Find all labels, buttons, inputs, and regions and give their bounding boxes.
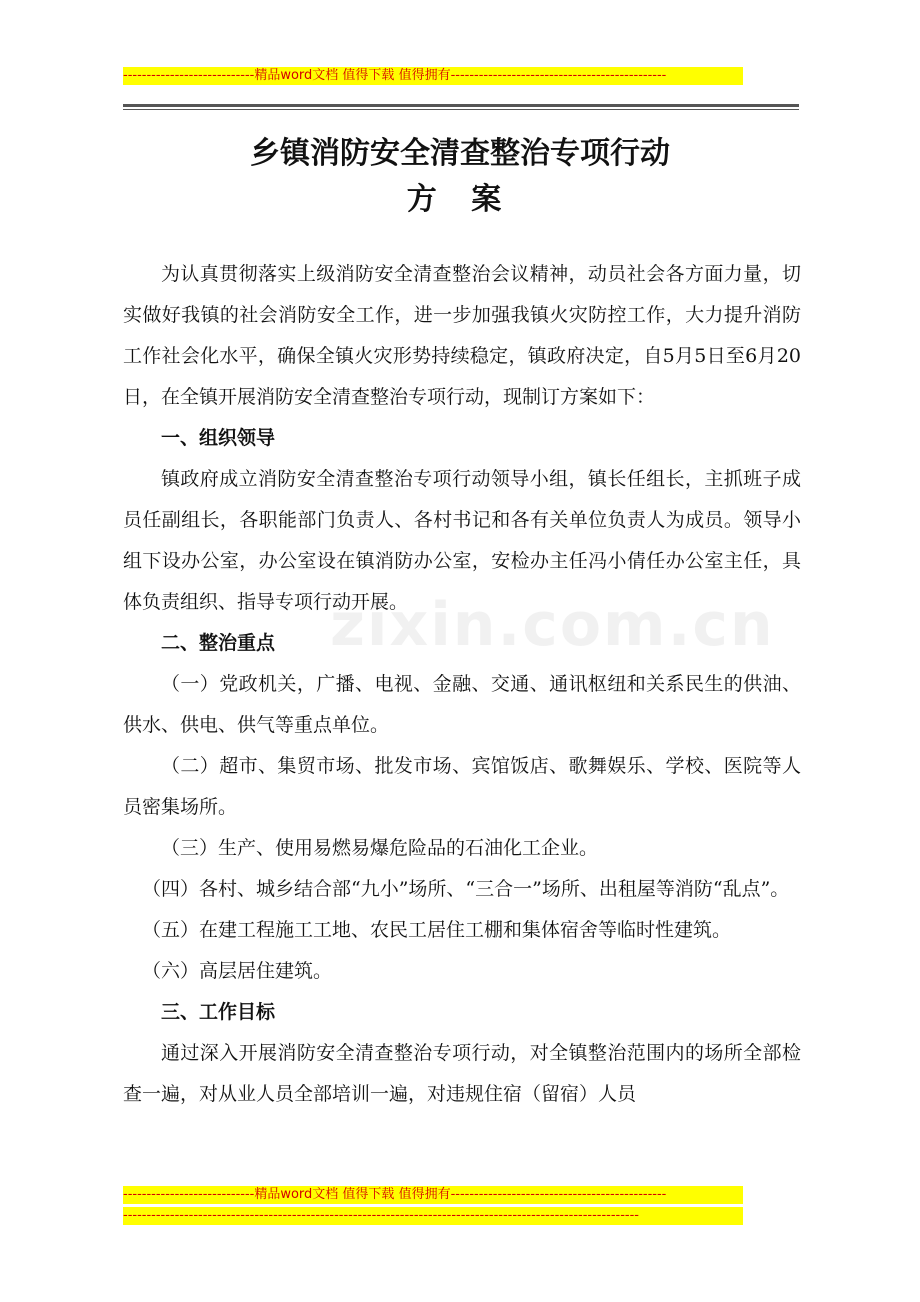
section-heading-focus: 二、整治重点 [161, 632, 276, 654]
watermark-text: zixin.com.cn [330, 590, 775, 660]
organization-paragraph: 镇政府成立消防安全清查整治专项行动领导小组，镇长任组长，主抓班子成员任副组长，各职能部门负责人、各村书记和各有关单位负责人为成员。领导小组下设办公室，办公室设在镇消防办公室，安检办主任冯小倩任办公室主任，具体负责组织、指导专项行动开展。 [123, 468, 801, 613]
focus-item-5: （五）在建工程施工工地、农民工居住工棚和集体宿舍等临时性建筑。 [142, 919, 732, 941]
header-rule [123, 104, 799, 110]
intro-paragraph: 为认真贯彻落实上级消防安全清查整治会议精神，动员社会各方面力量，切实做好我镇的社会消防安全工作，进一步加强我镇火灾防控工作，大力提升消防工作社会化水平，确保全镇火灾形势持续稳定，镇政府决定，自5月5日至6月20日，在全镇开展消防安全清查整治专项行动，现制订方案如下： [123, 263, 801, 408]
header-banner: ----------------------------精品word文档 值得下载 值得拥有---------------------------------------------- [123, 67, 743, 85]
focus-item-1: （一）党政机关，广播、电视、金融、交通、通讯枢纽和关系民生的供油、供水、供电、供气等重点单位。 [123, 673, 801, 736]
document-body [123, 254, 801, 1115]
section-heading-goals: 三、工作目标 [161, 1001, 276, 1023]
goals-paragraph: 通过深入开展消防安全清查整治专项行动，对全镇整治范围内的场所全部检查一遍，对从业人员全部培训一遍，对违规住宿（留宿）人员 [123, 1042, 801, 1105]
focus-item-3: （三）生产、使用易燃易爆危险品的石油化工企业。 [161, 837, 599, 859]
section-heading-organization: 一、组织领导 [161, 427, 276, 449]
focus-item-4: （四）各村、城乡结合部“九小”场所、“三合一”场所、出租屋等消防“乱点”。 [142, 878, 790, 900]
document-title: 乡镇消防安全清查整治专项行动 [250, 136, 670, 171]
document-subtitle: 方 案 [406, 182, 514, 217]
focus-item-2: （二）超市、集贸市场、批发市场、宾馆饭店、歌舞娱乐、学校、医院等人员密集场所。 [123, 755, 801, 818]
focus-item-6: （六）高层居住建筑。 [142, 960, 333, 982]
footer-banner: ----------------------------精品word文档 值得下载 值得拥有---------------------------------------------- [123, 1186, 743, 1204]
footer-banner-dashes: -------------------------------------------------------------------------------------------------------------- [123, 1207, 743, 1225]
